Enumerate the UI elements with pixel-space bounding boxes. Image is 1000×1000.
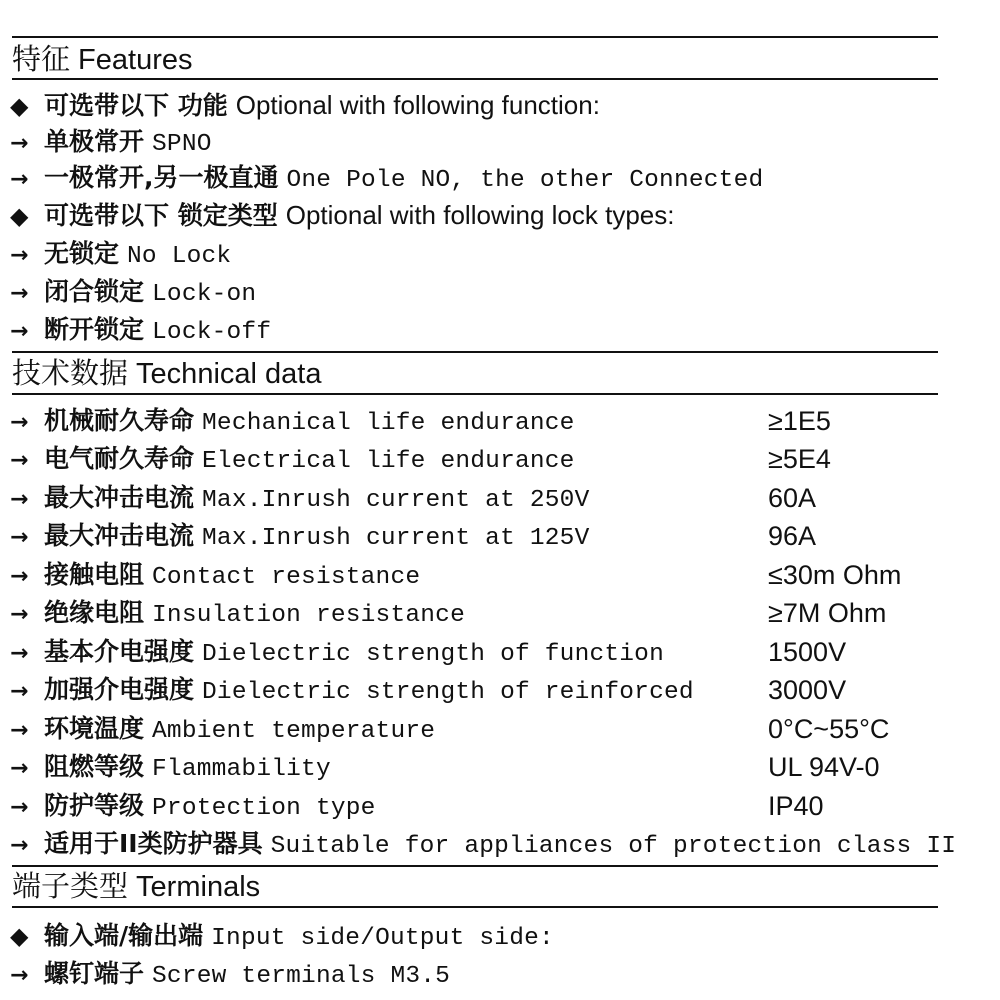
tech-row-zh: 最大冲击电流 xyxy=(44,483,195,512)
tech-row-en: Dielectric strength of function xyxy=(202,641,664,668)
tech-row-value: IP40 xyxy=(768,791,824,821)
terminals-top-rule xyxy=(12,865,938,867)
lock-item-en: No Lock xyxy=(127,243,232,270)
arrow-bullet-icon: → xyxy=(10,167,29,192)
terminal-side-line xyxy=(10,918,554,954)
tech-row xyxy=(10,441,575,477)
arrow-bullet-icon: → xyxy=(10,487,29,512)
tech-row-value: 0°C~55°C xyxy=(768,714,890,744)
tech-row-zh: 接触电阻 xyxy=(44,560,145,589)
terminal-side-en: Input side/Output side: xyxy=(211,925,554,952)
function-item-zh: 一极常开,另一极直通 xyxy=(44,163,279,192)
tech-row-en: Ambient temperature xyxy=(152,718,436,745)
lock-item-zh: 断开锁定 xyxy=(44,315,145,344)
tech-row-en: Protection type xyxy=(152,795,376,822)
technical-bottom-rule xyxy=(12,393,938,395)
tech-row xyxy=(10,672,694,708)
tech-row-en: Insulation resistance xyxy=(152,602,465,629)
tech-row xyxy=(10,518,589,554)
tech-row-value: 1500V xyxy=(768,637,847,667)
tech-row-value: 60A xyxy=(768,483,817,513)
arrow-bullet-icon: → xyxy=(10,679,29,704)
arrow-bullet-icon: → xyxy=(10,641,29,666)
tech-row-en: Max.Inrush current at 250V xyxy=(202,487,590,514)
terminals-bottom-rule xyxy=(12,906,938,908)
arrow-bullet-icon: → xyxy=(10,756,29,781)
tech-row-en: Contact resistance xyxy=(152,564,421,591)
arrow-bullet-icon: → xyxy=(10,319,29,344)
function-item xyxy=(10,160,763,196)
tech-row-zh: 电气耐久寿命 xyxy=(44,444,195,473)
technical-top-rule xyxy=(12,351,938,353)
features-bottom-rule xyxy=(12,78,938,80)
optional-function-zh: 可选带以下 功能 xyxy=(44,91,228,120)
tech-row-zh: 防护等级 xyxy=(44,791,145,820)
tech-row xyxy=(10,711,435,747)
diamond-bullet-icon: ◆ xyxy=(10,202,29,230)
arrow-bullet-icon: → xyxy=(10,602,29,627)
tech-row xyxy=(10,557,420,593)
technical-heading: 技术数据 Technical data xyxy=(12,358,322,390)
optional-lock-zh: 可选带以下 锁定类型 xyxy=(44,201,278,230)
diamond-bullet-icon: ◆ xyxy=(10,92,29,120)
optional-function-line xyxy=(10,87,600,123)
tech-row-en: Max.Inrush current at 125V xyxy=(202,525,590,552)
lock-item xyxy=(10,274,256,310)
tech-row-en: Mechanical life endurance xyxy=(202,410,575,437)
terminal-side-zh: 输入端/输出端 xyxy=(44,921,204,950)
terminal-item-zh: 螺钉端子 xyxy=(44,959,145,988)
optional-lock-en: Optional with following lock types: xyxy=(285,200,675,230)
arrow-bullet-icon: → xyxy=(10,718,29,743)
lock-item-en: Lock-on xyxy=(152,281,257,308)
terminal-item xyxy=(10,956,450,992)
tech-row-en: Dielectric strength of reinforced xyxy=(202,679,694,706)
tech-row-value: ≥1E5 xyxy=(768,406,831,436)
arrow-bullet-icon: → xyxy=(10,448,29,473)
lock-item xyxy=(10,236,231,272)
optional-lock-line xyxy=(10,197,674,233)
tech-row-zh: 阻燃等级 xyxy=(44,752,145,781)
arrow-bullet-icon: → xyxy=(10,525,29,550)
tech-row-value: ≥5E4 xyxy=(768,444,831,474)
tech-row xyxy=(10,634,664,670)
tech-row-value: UL 94V-0 xyxy=(768,752,880,782)
lock-item-zh: 无锁定 xyxy=(44,239,120,268)
optional-function-en: Optional with following function: xyxy=(235,90,600,120)
suitable-line xyxy=(10,826,956,862)
function-item-en: One Pole NO, the other Connected xyxy=(286,167,764,194)
tech-row-zh: 基本介电强度 xyxy=(44,637,195,666)
function-item-en: SPNO xyxy=(152,131,212,158)
arrow-bullet-icon: → xyxy=(10,281,29,306)
suitable-en: Suitable for appliances of protection class II xyxy=(270,833,957,860)
tech-row-en: Flammability xyxy=(152,756,331,783)
tech-row-value: ≤30m Ohm xyxy=(768,560,902,590)
tech-row xyxy=(10,480,589,516)
tech-row-value: ≥7M Ohm xyxy=(768,598,887,628)
lock-item-zh: 闭合锁定 xyxy=(44,277,145,306)
diamond-bullet-icon: ◆ xyxy=(10,922,29,950)
arrow-bullet-icon: → xyxy=(10,564,29,589)
terminal-item-en: Screw terminals M3.5 xyxy=(152,963,451,990)
tech-row xyxy=(10,749,331,785)
arrow-bullet-icon: → xyxy=(10,833,29,858)
lock-item xyxy=(10,312,271,348)
arrow-bullet-icon: → xyxy=(10,795,29,820)
features-top-rule xyxy=(12,36,938,38)
terminals-heading: 端子类型 Terminals xyxy=(12,871,261,903)
tech-row-value: 96A xyxy=(768,521,817,551)
function-item xyxy=(10,124,212,160)
tech-row xyxy=(10,403,575,439)
arrow-bullet-icon: → xyxy=(10,131,29,156)
arrow-bullet-icon: → xyxy=(10,243,29,268)
arrow-bullet-icon: → xyxy=(10,410,29,435)
arrow-bullet-icon: → xyxy=(10,963,29,988)
suitable-zh: 适用于II类防护器具 xyxy=(44,829,263,858)
tech-row-zh: 加强介电强度 xyxy=(44,675,195,704)
lock-item-en: Lock-off xyxy=(152,319,272,346)
tech-row-zh: 环境温度 xyxy=(44,714,145,743)
tech-row xyxy=(10,788,376,824)
features-heading: 特征 Features xyxy=(12,44,193,76)
tech-row-zh: 机械耐久寿命 xyxy=(44,406,195,435)
tech-row-value: 3000V xyxy=(768,675,847,705)
tech-row-zh: 绝缘电阻 xyxy=(44,598,145,627)
function-item-zh: 单极常开 xyxy=(44,127,145,156)
tech-row xyxy=(10,595,465,631)
tech-row-en: Electrical life endurance xyxy=(202,448,575,475)
tech-row-zh: 最大冲击电流 xyxy=(44,521,195,550)
